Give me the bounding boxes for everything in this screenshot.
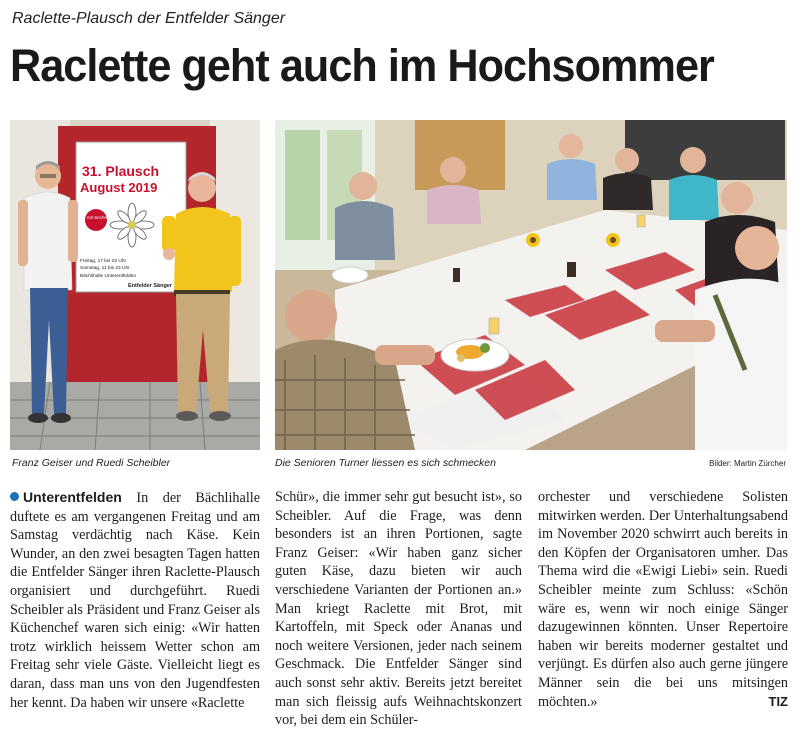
- bullet-icon: [10, 492, 19, 501]
- article-column-2: [275, 488, 522, 730]
- poster-line3: August 2019: [80, 180, 158, 195]
- headline: Raclette geht auch im Hochsommer: [10, 40, 714, 91]
- article-text-1: In der Bächlihalle duftete es am vergangenen Freitag und am Samstag verdächtig nach Käse. Kein Wunder, an den zwei besagten Tagen hatten die Entfelder Sänger ihren Raclette-Plausch organisiert und durchgeführt. Ruedi Scheibler als Präsident und Franz Geiser als Küchenchef waren sich einig: «Wir hatten trotz wirklich heissem Wetter schon am Freitag sehr viele Gäste. Vielleicht liegt es daran, dass man uns von den Jugendfesten her kennt. Da haben wir unsere «Raclette: [10, 490, 261, 711]
- kicker: Raclette-Plausch der Entfelder Sänger: [12, 10, 286, 27]
- poster-schedule2: Samstag, 11 bis 23 Uhr: [80, 266, 130, 271]
- raclette-plate: [441, 339, 509, 371]
- poster-footer: Entfelder Sänger: [128, 283, 173, 289]
- poster-badge: mit Sechs Agö!: [87, 215, 118, 220]
- photo-credit: Bilder: Martin Zürcher: [709, 459, 786, 468]
- article-text-3: orchester und verschiedene Solisten mitwirken werden. Der Unterhaltungsabend im November 2020 schwirrt auch bereits in den Köpfen der Organisatoren umher. Das Thema wird die «Ewigi Liebi» sein. Ruedi Scheibler meinte zum Schluss: «Schön wäre es, wenn wir noch einige Sänger dazugewinnen könnten. Unser Repertoire haben wir bereits moderner gestaltet und verjüngt. Es dürfen also auch gerne jüngere Männer sein die bei uns mitsingen möchten.»: [538, 489, 788, 710]
- poster-venue: Bächlihalle Unterentfelden: [80, 274, 137, 279]
- article-column-3: [538, 488, 788, 711]
- photo-seniors-table: [275, 120, 787, 450]
- poster-line1: 30. Raclette: [82, 147, 160, 163]
- caption-right: Die Senioren Turner liessen es sich schmecken: [275, 457, 496, 469]
- poster-line2: 31. Plausch: [82, 163, 160, 179]
- photo-poster-men: [10, 120, 260, 450]
- article-text-2: Schür», die immer sehr gut besucht ist», so Scheibler. Auf die Frage, was denn besonders ist an ihren Portionen, sagte Franz Geiser: «Wir haben ganz sicher guten Käse, dazu bieten wir auch verschiedene Varianten der Portionen an.» Man kriegt Raclette mit Brot, mit Kartoffeln, mit Speck oder Ananas und noch weitere Versionen, jeder nach seinem Geschmack. Die Entfelder Sänger sind auch sonst sehr aktiv. Bereits jetzt bereitet man sich fleissig aufs Weihnachtskonzert vor, bei dem ein Schüler-: [275, 489, 522, 729]
- caption-left: Franz Geiser und Ruedi Scheibler: [12, 457, 171, 469]
- poster-schedule1: Freitag, 17 bis 23 Uhr: [80, 259, 127, 264]
- article-column-1: [10, 488, 260, 712]
- author-signature: TIZ: [768, 693, 788, 709]
- dateline: Unterentfelden: [23, 489, 122, 505]
